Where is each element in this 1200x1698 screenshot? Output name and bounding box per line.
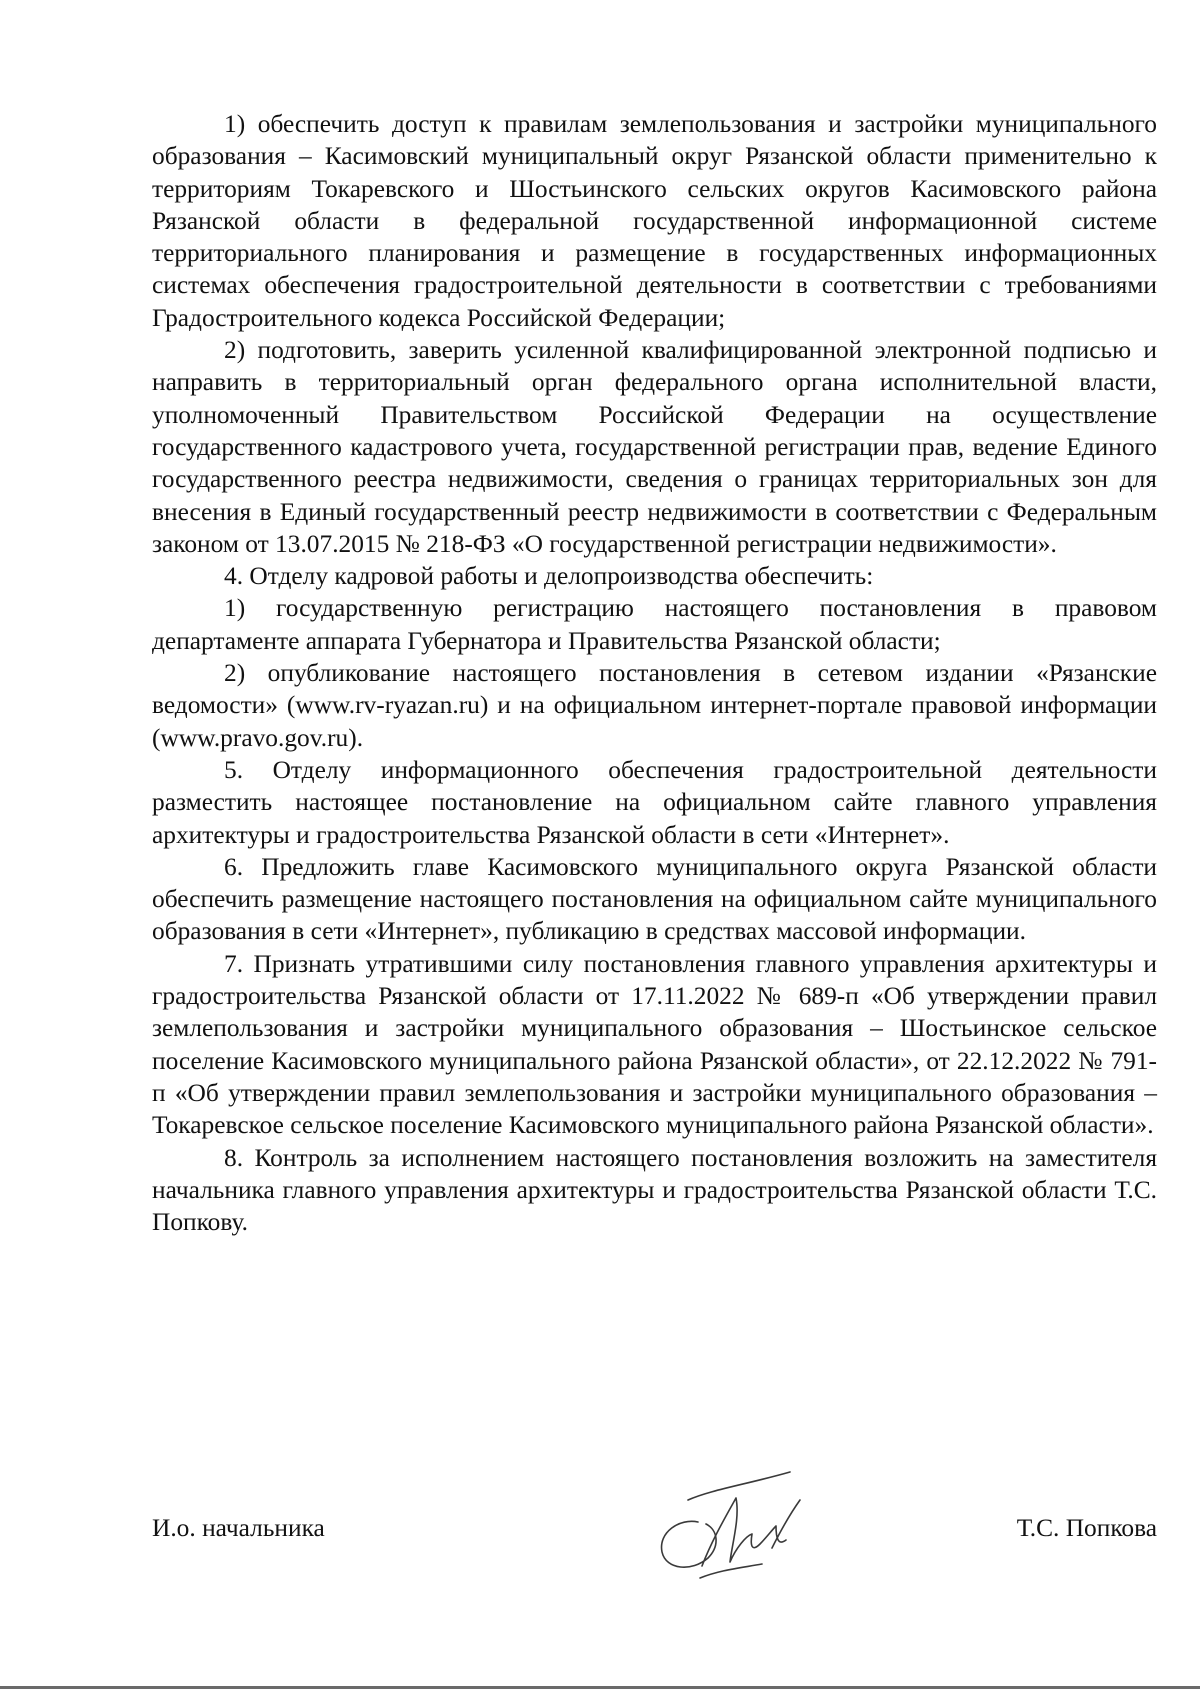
paragraph-item-6: 6. Предложить главе Касимовского муниципального округа Рязанской области обеспечить размещение настоящего постановления на официальном сайте муниципального образования в сети «Интернет», публикацию в средствах массовой информации. <box>152 852 1157 946</box>
paragraph-item-4: 4. Отделу кадровой работы и делопроизводства обеспечить: <box>224 562 874 591</box>
document-body <box>152 108 1157 1238</box>
paragraph-4-2-publication: 2) опубликование настоящего постановления в сетевом издании «Рязанские ведомости» (www.rv-ryazan.ru) и на официальном интернет-портале правовой информации (www.pravo.gov.ru). <box>152 659 1157 752</box>
position-label: И.о. начальника <box>152 1514 325 1542</box>
paragraph-4-1-registration: 1) государственную регистрацию настоящего постановления в правовом департаменте аппарата Губернатора и Правительства Рязанской области; <box>152 594 1157 655</box>
paragraph-1-access: 1) обеспечить доступ к правилам землепользования и застройки муниципального образования – Касимовский муниципальный округ Рязанской области применительно к территориям Токаревского и Шостьинского сельских округов Касимовского района Рязанской области в федеральной государственной информационной системе территориального планирования и размещение в государственных информационных системах обеспечения градостроительной деятельности в соответствии с требованиями Градостроительного кодекса Российской Федерации; <box>152 110 1157 332</box>
handwritten-signature <box>640 1460 840 1590</box>
paragraph-item-5: 5. Отделу информационного обеспечения градостроительной деятельности разместить настоящее постановление на официальном сайте главного управления архитектуры и градостроительства Рязанской области в сети «Интернет». <box>152 755 1157 849</box>
paragraph-item-8: 8. Контроль за исполнением настоящего постановления возложить на заместителя начальника главного управления архитектуры и градостроительства Рязанской области Т.С. Попкову. <box>152 1143 1157 1237</box>
scan-edge-line <box>0 1686 1200 1689</box>
signer-name: Т.С. Попкова <box>1016 1514 1157 1542</box>
paragraph-2-cadastral: 2) подготовить, заверить усиленной квалифицированной электронной подписью и направить в территориальный орган федерального органа исполнительной власти, уполномоченный Правительством Российской Федерации на осуществление государственного кадастрового учета, государственной регистрации прав, ведение Единого государственного реестра недвижимости, сведения о границах территориальных зон для внесения в Единый государственный реестр недвижимости в соответствии с Федеральным законом от 13.07.2015 № 218-ФЗ «О государственной регистрации недвижимости». <box>152 336 1157 558</box>
paragraph-item-7: 7. Признать утратившими силу постановления главного управления архитектуры и градостроительства Рязанской области от 17.11.2022 № 689-п «Об утверждении правил землепользования и застройки муниципального образования – Шостьинское сельское поселение Касимовского муниципального района Рязанской области», от 22.12.2022 № 791-п «Об утверждении правил землепользования и застройки муниципального образования – Токаревское сельское поселение Касимовского муниципального района Рязанской области». <box>152 949 1157 1140</box>
